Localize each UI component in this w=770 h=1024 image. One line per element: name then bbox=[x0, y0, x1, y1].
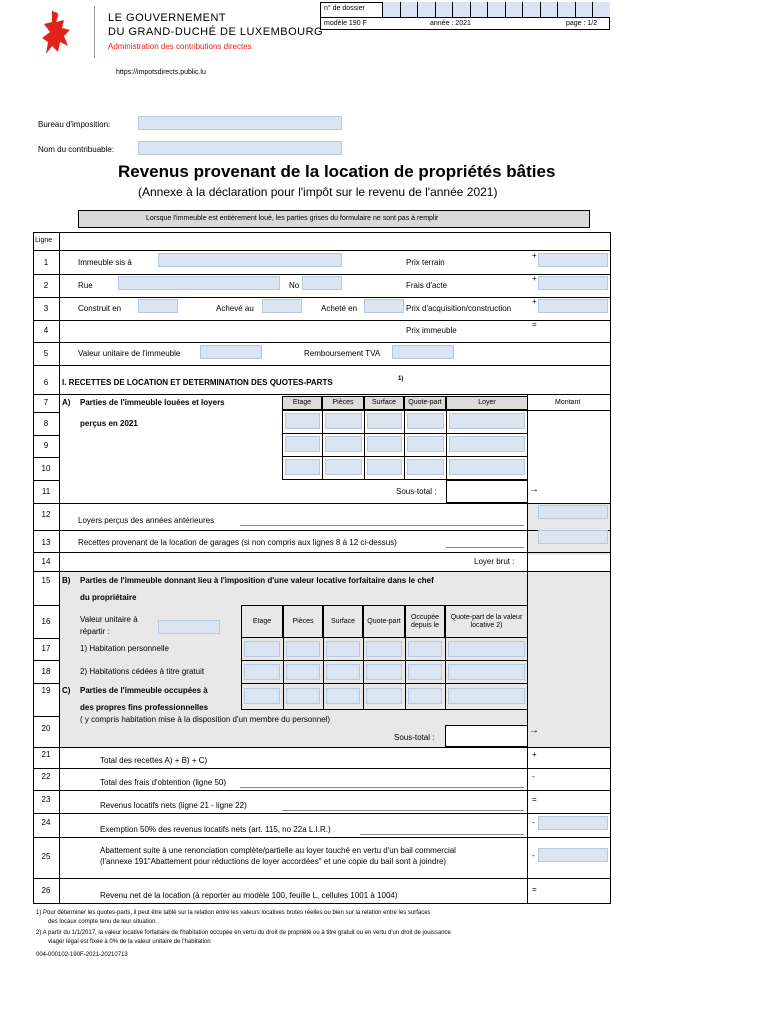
admin-name: Administration des contributions directes bbox=[108, 42, 252, 51]
row-sep bbox=[33, 365, 611, 366]
row-sep bbox=[33, 768, 611, 769]
exemption-input[interactable] bbox=[538, 816, 608, 830]
row9-etage[interactable] bbox=[285, 436, 320, 452]
row18-pieces[interactable] bbox=[286, 664, 320, 680]
ligne-column-divider bbox=[59, 232, 60, 904]
dossier-divider bbox=[320, 17, 610, 18]
exemption-underline bbox=[360, 834, 524, 835]
table-b-header-pieces: Pièces bbox=[283, 605, 323, 638]
c-label: C) bbox=[62, 686, 71, 695]
grid-line bbox=[323, 638, 324, 710]
line-number: 8 bbox=[43, 419, 49, 428]
row17-quote-part[interactable] bbox=[366, 641, 402, 657]
c-text2: des propres fins professionnelles bbox=[80, 703, 209, 712]
row-sep bbox=[33, 878, 611, 879]
recettes-garages-input[interactable] bbox=[538, 530, 608, 544]
row-sep bbox=[33, 552, 611, 553]
line-number: 17 bbox=[41, 644, 51, 653]
revenus-nets-underline bbox=[282, 810, 524, 811]
row18-quote-part[interactable] bbox=[366, 664, 402, 680]
grid-line bbox=[283, 638, 284, 710]
row9-loyer[interactable] bbox=[449, 436, 525, 452]
valeur-unitaire-input[interactable] bbox=[200, 345, 262, 359]
table-a-header-surface: Surface bbox=[364, 396, 404, 410]
arrow-icon: → bbox=[529, 725, 539, 736]
hab-perso-label: 1) Habitation personnelle bbox=[80, 644, 169, 653]
loyers-ant-input[interactable] bbox=[538, 505, 608, 519]
line-number: 15 bbox=[41, 576, 51, 585]
line-number: 3 bbox=[43, 304, 49, 313]
line-number: 12 bbox=[41, 510, 51, 519]
row-sep bbox=[33, 530, 611, 531]
table-a-header-montant: Montant bbox=[555, 399, 581, 406]
footnote-2a: 2) A partir du 1/1/2017, la valeur locative forfaitaire de l'habitation occupée en vertu du droit de propriété ou à titre gratuit ou en vertu d'un droit de jouissance bbox=[36, 930, 451, 936]
vu-repartir2: répartir : bbox=[80, 627, 110, 636]
sous-total-b-box bbox=[445, 725, 528, 747]
gov-line2: DU GRAND-DUCHÉ DE LUXEMBOURG bbox=[108, 26, 324, 38]
row8-surface[interactable] bbox=[367, 413, 402, 429]
row18-surface[interactable] bbox=[326, 664, 360, 680]
plus-sign: + bbox=[532, 750, 537, 759]
row-sep bbox=[33, 412, 59, 413]
frais-acte-label: Frais d'acte bbox=[406, 281, 448, 290]
row-sep bbox=[33, 660, 59, 661]
row9-surface[interactable] bbox=[367, 436, 402, 452]
footnote-1b: des locaux compte tenu de leur situation. bbox=[48, 919, 158, 925]
montant-white-box bbox=[528, 410, 610, 504]
abattement-input[interactable] bbox=[538, 848, 608, 862]
sous-total-a-label: Sous-total : bbox=[396, 487, 437, 496]
table-b-header-surface: Surface bbox=[323, 605, 363, 638]
bureau-label: Bureau d'imposition: bbox=[38, 120, 111, 129]
row-sep bbox=[33, 320, 611, 321]
construit-input[interactable] bbox=[138, 299, 178, 313]
page-subtitle: (Annexe à la déclaration pour l'impôt sur le revenu de l'année 2021) bbox=[138, 185, 498, 199]
total-frais-underline bbox=[240, 787, 524, 788]
c-text1: Parties de l'immeuble occupées à bbox=[80, 686, 208, 695]
logo-divider bbox=[94, 6, 95, 58]
table-b-header-etage: Etage bbox=[241, 605, 283, 638]
acheve-input[interactable] bbox=[262, 299, 302, 313]
row9-pieces[interactable] bbox=[325, 436, 362, 452]
prix-immeuble-label: Prix immeuble bbox=[406, 326, 457, 335]
row19-pieces[interactable] bbox=[286, 688, 320, 704]
row10-quote-part[interactable] bbox=[407, 459, 444, 475]
row19-occupee[interactable] bbox=[408, 688, 442, 704]
row-sep bbox=[33, 457, 59, 458]
frais-acte-input[interactable] bbox=[538, 276, 608, 290]
line-number: 25 bbox=[41, 852, 51, 861]
prix-terrain-input[interactable] bbox=[538, 253, 608, 267]
line-number: 4 bbox=[43, 326, 49, 335]
row-sep bbox=[33, 394, 611, 395]
equals-sign: = bbox=[532, 795, 537, 804]
footnote-2b: viager légal est fixée à 0% de la valeur unitaire de l'habitation bbox=[48, 939, 211, 945]
row10-pieces[interactable] bbox=[325, 459, 362, 475]
row19-surface[interactable] bbox=[326, 688, 360, 704]
abattement-line1: Abattement suite à une renonciation complète/partielle au loyer touché en vertu d'un bail commercial bbox=[100, 846, 456, 855]
vu-repartir1: Valeur unitaire à bbox=[80, 615, 138, 624]
page-label: page : 1/2 bbox=[566, 20, 598, 27]
table-a-header-etage: Etage bbox=[282, 396, 322, 410]
vu-repartir-input[interactable] bbox=[158, 620, 220, 634]
prix-acq-input[interactable] bbox=[538, 299, 608, 313]
grid-line bbox=[405, 638, 406, 710]
row17-pieces[interactable] bbox=[286, 641, 320, 657]
grid-line bbox=[241, 660, 528, 661]
a-text1: Parties de l'immeuble louées et loyers bbox=[80, 398, 225, 407]
plus-sign: + bbox=[532, 251, 537, 260]
row19-quote-part[interactable] bbox=[366, 688, 402, 704]
page-title: Revenus provenant de la location de propriétés bâties bbox=[118, 162, 556, 181]
no-label: No bbox=[289, 281, 300, 290]
line-number: 24 bbox=[41, 818, 51, 827]
row10-loyer[interactable] bbox=[449, 459, 525, 475]
remboursement-input[interactable] bbox=[392, 345, 454, 359]
b-label: B) bbox=[62, 576, 71, 585]
loyers-ant-underline bbox=[240, 525, 524, 526]
line-number: 16 bbox=[41, 617, 51, 626]
table-a-header-pieces: Pièces bbox=[322, 396, 364, 410]
row-sep bbox=[33, 503, 611, 504]
row8-etage[interactable] bbox=[285, 413, 320, 429]
plus-sign: + bbox=[532, 297, 537, 306]
row17-quote-part-vl[interactable] bbox=[448, 641, 525, 657]
dossier-digit-boxes[interactable] bbox=[382, 2, 610, 17]
form-code: 004-000102-190F-2021-20210713 bbox=[36, 952, 128, 958]
minus-sign: - bbox=[532, 818, 535, 827]
line-number: 21 bbox=[41, 750, 51, 759]
row-sep bbox=[33, 813, 611, 814]
row19-quote-part-vl[interactable] bbox=[448, 688, 525, 704]
row18-etage[interactable] bbox=[244, 664, 280, 680]
row-sep bbox=[33, 638, 59, 639]
nom-input[interactable] bbox=[138, 141, 342, 155]
valeur-unitaire-label: Valeur unitaire de l'immeuble bbox=[78, 349, 181, 358]
grid-line bbox=[282, 456, 528, 457]
line-number: 11 bbox=[41, 487, 51, 496]
line-number: 9 bbox=[43, 441, 49, 450]
table-a-header-loyer: Loyer bbox=[446, 396, 528, 410]
grid-line bbox=[364, 410, 365, 480]
total-frais-label: Total des frais d'obtention (ligne 50) bbox=[100, 778, 227, 787]
table-b-header-quote-part-vl: Quote-part de la valeur locative 2) bbox=[445, 605, 528, 638]
row17-surface[interactable] bbox=[326, 641, 360, 657]
line-number: 18 bbox=[41, 667, 51, 676]
line-number: 19 bbox=[41, 686, 51, 695]
nom-label: Nom du contribuable: bbox=[38, 145, 115, 154]
sous-total-a-box bbox=[446, 480, 528, 503]
row8-loyer[interactable] bbox=[449, 413, 525, 429]
equals-sign: = bbox=[532, 885, 537, 894]
no-input[interactable] bbox=[302, 276, 342, 290]
a-label: A) bbox=[62, 398, 71, 407]
row-sep bbox=[33, 790, 611, 791]
row19-etage[interactable] bbox=[244, 688, 280, 704]
row-sep bbox=[33, 571, 611, 572]
prix-acq-label: Prix d'acquisition/construction bbox=[406, 304, 512, 313]
line-number: 1 bbox=[43, 258, 49, 267]
c-text3: ( y compris habitation mise à la disposition d'un membre du personnel) bbox=[80, 715, 331, 724]
prix-terrain-label: Prix terrain bbox=[406, 258, 445, 267]
line-number: 14 bbox=[41, 557, 51, 566]
rue-label: Rue bbox=[78, 281, 93, 290]
website-url[interactable]: https://impotsdirects.public.lu bbox=[116, 69, 206, 76]
section1-footnote-ref: 1) bbox=[398, 376, 404, 382]
row-sep bbox=[33, 837, 611, 838]
line-number: 13 bbox=[41, 538, 51, 547]
recettes-garages-label: Recettes provenant de la location de garages (si non compris aux lignes 8 à 12 ci-dessus) bbox=[78, 538, 397, 547]
row18-occupee[interactable] bbox=[408, 664, 442, 680]
b-text1: Parties de l'immeuble donnant lieu à l'imposition d'une valeur locative forfaitaire dans le chef bbox=[80, 576, 434, 585]
row17-occupee[interactable] bbox=[408, 641, 442, 657]
loyers-ant-label: Loyers perçus des années antérieures bbox=[78, 516, 215, 525]
row17-etage[interactable] bbox=[244, 641, 280, 657]
acheve-label: Achevé au bbox=[216, 304, 254, 313]
grid-line bbox=[282, 433, 528, 434]
hab-gratuit-label: 2) Habitations cédées à titre gratuit bbox=[80, 667, 205, 676]
recettes-garages-underline bbox=[446, 547, 524, 548]
revenu-net-label: Revenu net de la location (à reporter au modèle 100, feuille L, cellules 1001 à 1004) bbox=[100, 891, 398, 900]
row-sep bbox=[33, 435, 59, 436]
table-a-header-quote-part: Quote-part bbox=[404, 396, 446, 410]
achete-input[interactable] bbox=[364, 299, 404, 313]
remboursement-label: Remboursement TVA bbox=[304, 349, 381, 358]
construit-label: Construit en bbox=[78, 304, 122, 313]
ligne-header: Ligne bbox=[35, 237, 53, 244]
row10-etage[interactable] bbox=[285, 459, 320, 475]
sous-total-b-label: Sous-total : bbox=[394, 733, 435, 742]
arrow-icon: → bbox=[529, 484, 539, 495]
grid-line bbox=[445, 638, 446, 710]
row10-surface[interactable] bbox=[367, 459, 402, 475]
section1-heading: I. RECETTES DE LOCATION ET DETERMINATION DES QUOTES-PARTS bbox=[62, 378, 333, 387]
annee-label: année : 2021 bbox=[430, 20, 471, 27]
grid-line bbox=[241, 683, 528, 684]
row-sep bbox=[33, 716, 59, 717]
lion-logo bbox=[38, 6, 78, 60]
exemption-label: Exemption 50% des revenus locatifs nets (art. 115, no 22a L.I.R.) bbox=[100, 825, 331, 834]
grid-line bbox=[404, 410, 405, 480]
footnote-1a: 1) Pour déterminer les quotes-parts, il peut être tablé sur la relation entre les valeurs locatives brutes réelles ou bien sur la relation entre les surfaces bbox=[36, 910, 431, 916]
dossier-label: n° de dossier bbox=[324, 5, 365, 12]
b-text2: du propriétaire bbox=[80, 593, 137, 602]
line-number: 6 bbox=[43, 378, 49, 387]
row8-pieces[interactable] bbox=[325, 413, 362, 429]
a-text2: perçus en 2021 bbox=[80, 419, 138, 428]
table-b-header-occupee: Occupée depuis le bbox=[405, 605, 445, 638]
minus-sign: - bbox=[532, 851, 535, 860]
line-number: 20 bbox=[41, 724, 51, 733]
row-sep bbox=[33, 274, 611, 275]
row18-quote-part-vl[interactable] bbox=[448, 664, 525, 680]
immeuble-input[interactable] bbox=[158, 253, 342, 267]
line-number: 2 bbox=[43, 281, 49, 290]
grid-line bbox=[322, 410, 323, 480]
total-recettes-label: Total des recettes A) + B) + C) bbox=[100, 756, 208, 765]
row-sep bbox=[33, 683, 59, 684]
minus-sign: - bbox=[532, 772, 535, 781]
line-number: 22 bbox=[41, 772, 51, 781]
line-number: 23 bbox=[41, 795, 51, 804]
line-number: 5 bbox=[43, 349, 49, 358]
row-sep bbox=[33, 480, 59, 481]
revenus-nets-label: Revenus locatifs nets (ligne 21 - ligne 22) bbox=[100, 801, 247, 810]
bureau-input[interactable] bbox=[138, 116, 342, 130]
abattement-line2: (l'annexe 191"Abattement pour réductions de loyer accordées" et une copie du bail sont à joindre) bbox=[100, 857, 447, 866]
equals-sign: = bbox=[532, 320, 537, 329]
row-sep bbox=[33, 605, 59, 606]
immeuble-label: Immeuble sis à bbox=[78, 258, 132, 267]
grid-line bbox=[363, 638, 364, 710]
row-sep bbox=[33, 250, 611, 251]
line-number: 26 bbox=[41, 886, 51, 895]
notice-text: Lorsque l'immeuble est entièrement loué, les parties grises du formulaire ne sont pas à remplir bbox=[146, 215, 439, 222]
row-sep bbox=[33, 747, 611, 748]
table-b-header-quote-part: Quote-part bbox=[363, 605, 405, 638]
plus-sign: + bbox=[532, 274, 537, 283]
loyer-brut-label: Loyer brut : bbox=[474, 557, 515, 566]
grid-line bbox=[446, 410, 447, 480]
rue-input[interactable] bbox=[118, 276, 280, 290]
row-sep bbox=[33, 342, 611, 343]
gov-line1: LE GOUVERNEMENT bbox=[108, 12, 227, 24]
line-number: 10 bbox=[41, 464, 51, 473]
gray-montant-b bbox=[528, 571, 610, 747]
line-number: 7 bbox=[43, 398, 49, 407]
row-sep bbox=[33, 297, 611, 298]
achete-label: Acheté en bbox=[321, 304, 358, 313]
row8-quote-part[interactable] bbox=[407, 413, 444, 429]
row9-quote-part[interactable] bbox=[407, 436, 444, 452]
modele-label: modèle 190 F bbox=[324, 20, 367, 27]
